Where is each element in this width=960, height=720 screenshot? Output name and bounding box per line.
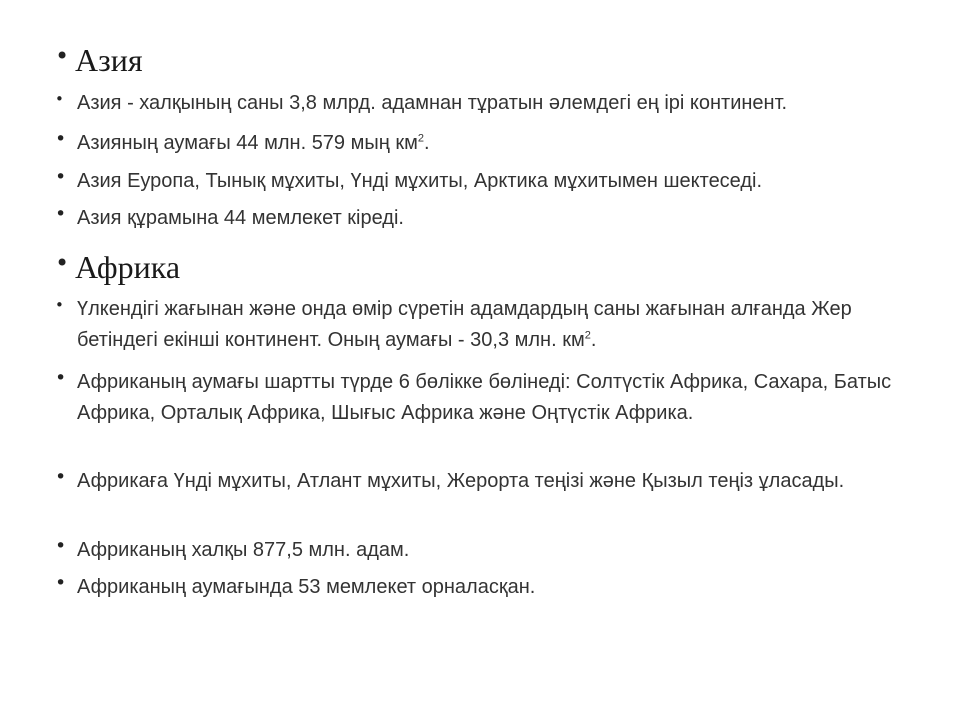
list-item-text: Африканың халқы 877,5 млн. адам. [77,539,410,561]
list-item [55,367,925,429]
list-item [55,203,925,234]
bullet-dot-icon: • [55,535,67,557]
list-item-main: Азияның аумағы 44 млн. 579 мың км [77,132,418,154]
heading-asia-item [55,42,925,78]
heading-africa-item [55,249,925,285]
list-item-text: Африканың аумағы шартты түрде 6 бөлікке бөлінеді: Солтүстік Африка, Сахара, Батыс Африка, Орталық Африка, Шығыс Африка және Оңтүстік Африка. [77,371,892,424]
list-item [55,535,925,566]
list-item-tail: . [590,329,597,351]
list-item-text: Африкаға Үнді мұхиты, Атлант мұхиты, Жерорта теңізі және Қызыл теңіз ұласады. [77,470,845,492]
list-item [55,88,925,119]
section-heading: Азия [75,42,143,78]
superscript: 2 [584,329,591,342]
list-item-text: Африканың аумағында 53 мемлекет орналасқан. [77,576,536,598]
list-item [55,466,925,497]
bullet-dot-icon: • [55,572,67,594]
list-item-text: Азия Еуропа, Тынық мұхиты, Үнді мұхиты, Арктика мұхитымен шектеседі. [77,170,763,192]
list-item-text [55,294,925,356]
bullet-dot-icon: • [55,128,67,150]
list-item [55,294,925,356]
bullet-dot-icon: • [55,203,67,225]
superscript: 2 [417,132,424,145]
list-item-tail: . [423,132,430,154]
list-item-text: Азия - халқының саны 3,8 млрд. адамнан тұратын әлемдегі ең ірі континент. [77,92,788,114]
bullet-dot-icon: • [55,249,70,277]
list-item-text: Азия құрамына 44 мемлекет кіреді. [77,207,404,229]
list-item-main: Үлкендігі жағынан және онда өмір сүретін адамдардың саны жағынан алғанда Жер бетіндегі екінші континент. Оның аумағы - 30,3 млн. км [77,298,852,351]
list-item [55,572,925,603]
bullet-dot-icon: • [55,90,64,108]
bullet-dot-icon: • [55,296,64,314]
bullet-dot-icon: • [55,42,70,70]
list-item [55,166,925,197]
section-heading: Африка [75,249,181,285]
bullet-dot-icon: • [55,466,67,488]
list-item-text [55,128,925,159]
bullet-dot-icon: • [55,166,67,188]
list-item [55,128,925,159]
bullet-dot-icon: • [55,367,67,389]
